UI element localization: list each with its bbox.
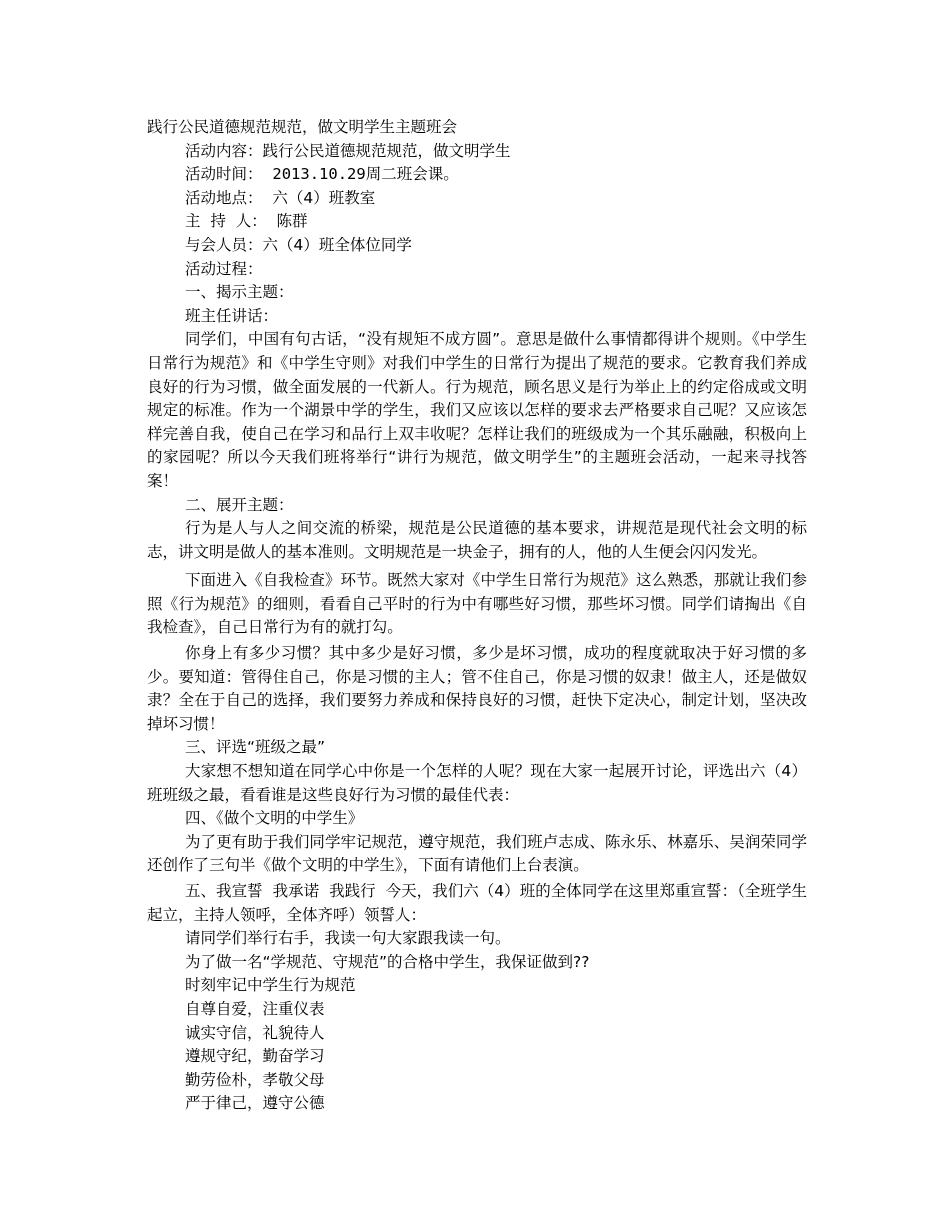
oath-line: 诚实守信，礼貌待人 [185,1023,325,1042]
section-2-paragraph-2: 下面进入《自我检查》环节。既然大家对《中学生日常行为规范》这么熟悉，那就让我们参照《行为规范》的细则，看看自己平时的行为中有哪些好习惯，那些坏习惯。同学们请掏出《自我检查》，自己日常行为有的就打勾。 [147,571,807,637]
activity-process: 活动过程： [185,259,263,278]
activity-attendees: 与会人员：六（4）班全体位同学 [185,235,412,254]
section-2-heading: 二、展开主题： [185,495,294,514]
section-4-heading: 四、《做个文明的中学生》 [185,809,364,828]
section-3-paragraph: 大家想不想知道在同学心中你是一个怎样的人呢？现在大家一起展开讨论，评选出六（4）班班级之最，看看谁是这些良好行为习惯的最佳代表： [147,762,807,804]
document-title: 践行公民道德规范规范，做文明学生主题班会 [147,118,458,136]
section-5-pledge-intro: 为了做一名“学规范、守规范”的合格中学生，我保证做到?? [185,952,590,971]
section-1-paragraph: 同学们，中国有句古话，“没有规矩不成方圆”。意思是做什么事情都得讲个规则。《中学生日常行为规范》和《中学生守则》对我们中学生的日常行为提出了规范的要求。它教育我们养成良好的行为习惯，做全面发展的一代新人。行为规范，顾名思义是行为举止上的约定俗成或文明规定的标准。作为一个湖景中学的学生，我们又应该以怎样的要求去严格要求自己呢？又应该怎样完善自我，使自己在学习和品行上双丰收呢？怎样让我们的班级成为一个其乐融融，积极向上的家园呢？所以今天我们班将举行“讲行为规范，做文明学生”的主题班会活动，一起来寻找答案！ [147,330,807,490]
section-5-instruction: 请同学们举行右手，我读一句大家跟我读一句。 [185,929,511,948]
oath-line: 勤劳俭朴，孝敬父母 [185,1070,325,1089]
oath-line: 严于律己，遵守公德 [185,1094,325,1113]
section-2-paragraph-1: 行为是人与人之间交流的桥梁，规范是公民道德的基本要求，讲规范是现代社会文明的标志，讲文明是做人的基本准则。文明规范是一块金子，拥有的人，他的人生便会闪闪发光。 [147,519,807,561]
section-2-paragraph-3: 你身上有多少习惯？其中多少是好习惯，多少是坏习惯，成功的程度就取决于好习惯的多少。要知道：管得住自己，你是习惯的主人；管不住自己，你是习惯的奴隶！做主人，还是做奴隶？全在于自己的选择，我们要努力养成和保持良好的习惯，赶快下定决心，制定计划，坚决改掉坏习惯！ [147,644,807,733]
oath-line: 时刻牢记中学生行为规范 [185,976,356,995]
activity-time-value: 2013.10.29 [272,165,366,184]
section-5-paragraph: 五、我宣誓 我承诺 我践行 今天，我们六（4）班的全体同学在这里郑重宣誓：（全班学生起立，主持人领呼，全体齐呼）领誓人： [147,882,807,924]
activity-content: 活动内容：践行公民道德规范规范，做文明学生 [185,141,511,160]
activity-host: 主 持 人： 陈群 [185,212,308,231]
section-1-subheading: 班主任讲话： [185,306,279,325]
activity-time [147,163,807,187]
activity-place: 活动地点： 六（4）班教室 [185,188,376,207]
activity-time-suffix: 周二班会课。 [365,165,459,184]
oath-line: 自尊自爱，注重仪表 [185,999,325,1018]
activity-time-label: 活动时间： [185,165,263,184]
oath-line: 遵规守纪，勤奋学习 [185,1047,325,1066]
section-3-heading: 三、评选“班级之最” [185,738,326,757]
section-1-heading: 一、揭示主题： [185,283,294,302]
section-4-paragraph: 为了更有助于我们同学牢记规范，遵守规范，我们班卢志成、陈永乐、林嘉乐、吴润荣同学还创作了三句半《做个文明的中学生》，下面有请他们上台表演。 [147,832,807,875]
document-page [147,116,807,1116]
